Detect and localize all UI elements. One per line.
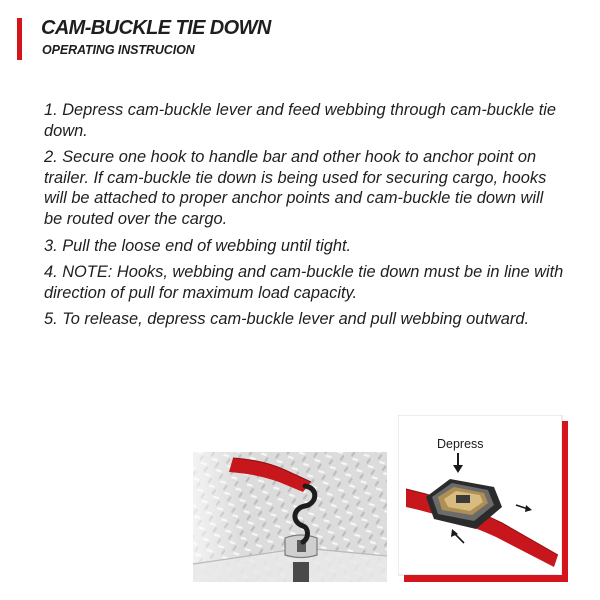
anchor-post xyxy=(293,562,309,582)
hook-anchor-illustration xyxy=(193,452,387,582)
steps-list xyxy=(44,100,564,336)
step-2: 2. Secure one hook to handle bar and other hook to anchor point on trailer. If cam-buckle tie down is being used for securing cargo, hooks will be attached to proper anchor points and cam-buckle tie down will be routed over the cargo. xyxy=(44,148,547,228)
step-5: 5. To release, depress cam-buckle lever and pull webbing outward. xyxy=(44,310,530,329)
accent-bar xyxy=(17,18,22,60)
page-title: CAM-BUCKLE TIE DOWN xyxy=(41,17,271,39)
page-subtitle: OPERATING INSTRUCION xyxy=(42,43,195,57)
step-1: 1. Depress cam-buckle lever and feed webbing through cam-buckle tie down. xyxy=(44,101,557,140)
depress-label: Depress xyxy=(437,437,484,451)
step-3: 3. Pull the loose end of webbing until tight. xyxy=(44,236,352,255)
step-4: 4. NOTE: Hooks, webbing and cam-buckle tie down must be in line with direction of pull for maximum load capacity. xyxy=(44,263,564,302)
